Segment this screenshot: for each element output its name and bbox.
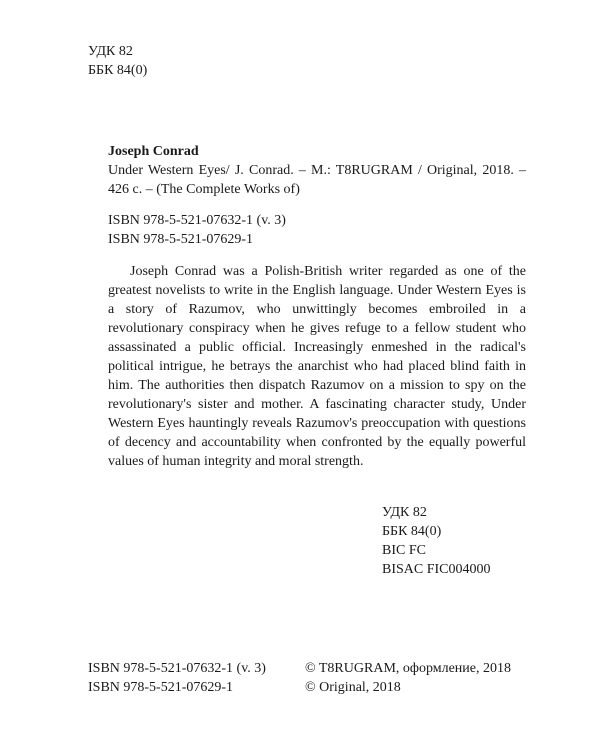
author-name: Joseph Conrad <box>108 144 199 159</box>
isbn-volume: ISBN 978-5-521-07632-1 (v. 3) <box>108 213 286 228</box>
top-classification <box>88 42 147 80</box>
bbk-code: ББК 84(0) <box>88 63 148 78</box>
bibliographic-record <box>108 142 526 199</box>
annotation-text: Joseph Conrad was a Polish-British writer regarded as one of the greatest novelists to write in the English language. Under Western Eyes is a story of Razumov, who unwittingly becomes embroiled in a revolutionary conspiracy when he gives refuge to a fellow student who assassinated a public official. Increasingly enmeshed in the radical's political intrigue, he betrays the anarchist who had placed blind faith in him. The authorities then dispatch Razumov on a mission to spy on the revolutionary's sister and mother. A fascinating character study, Under Western Eyes hauntingly reveals Razumov's preoccupation with questions of decency and accountability when confronted by the equally powerful values of human integrity and moral strength. <box>108 264 526 469</box>
footer-isbn-volume: ISBN 978-5-521-07632-1 (v. 3) <box>88 661 266 676</box>
footer-copyright <box>305 659 511 697</box>
udk-code: УДК 82 <box>382 505 427 520</box>
bisac-code: BISAC FIC004000 <box>382 562 491 577</box>
footer-isbn <box>88 659 266 697</box>
footer-isbn-set: ISBN 978-5-521-07629-1 <box>88 680 234 695</box>
isbn-list <box>108 211 286 249</box>
classification-codes <box>382 503 491 579</box>
bbk-code: ББК 84(0) <box>382 524 442 539</box>
copyright-publisher: © T8RUGRAM, оформление, 2018 <box>305 661 512 676</box>
citation: Under Western Eyes/ J. Conrad. – M.: T8RUGRAM / Original, 2018. – 426 с. – (The Complete Works of) <box>108 163 526 197</box>
copyright-original: © Original, 2018 <box>305 680 401 695</box>
udk-code: УДК 82 <box>88 44 133 59</box>
annotation <box>108 262 526 471</box>
isbn-set: ISBN 978-5-521-07629-1 <box>108 232 254 247</box>
bic-code: BIC FC <box>382 543 426 558</box>
